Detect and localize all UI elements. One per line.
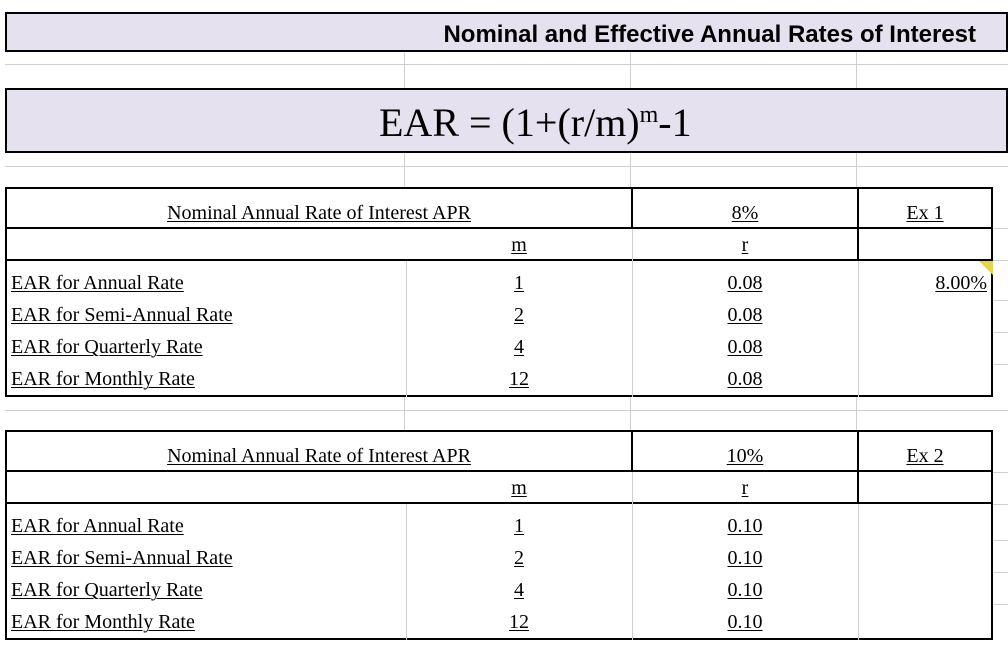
formula-tail: -1	[658, 100, 692, 145]
page-title: Nominal and Effective Annual Rates of Interest	[443, 21, 976, 48]
table-border	[857, 189, 859, 259]
ex1-col-r[interactable]: r	[741, 234, 749, 256]
ex1-row-r[interactable]: 0.08	[727, 368, 763, 390]
ex1-row-r[interactable]: 0.08	[727, 304, 763, 326]
ex2-row-r[interactable]: 0.10	[727, 547, 763, 569]
gridline	[5, 410, 1008, 411]
gridline	[630, 397, 631, 430]
ex2-col-m[interactable]: m	[511, 477, 527, 499]
ex1-ear-result[interactable]: 8.00%	[935, 272, 987, 294]
ex1-row-r[interactable]: 0.08	[727, 272, 763, 294]
ex1-row-m[interactable]: 1	[514, 272, 524, 294]
gridline	[993, 364, 1008, 365]
gridline	[404, 397, 405, 430]
ex1-row-m[interactable]: 12	[509, 368, 529, 390]
ex2-row-label[interactable]: EAR for Annual Rate	[11, 515, 184, 537]
gridline	[993, 472, 1008, 473]
gridline	[858, 504, 859, 640]
gridline	[630, 52, 631, 88]
ex1-row-m[interactable]: 2	[514, 304, 524, 326]
ex1-row-label[interactable]: EAR for Semi-Annual Rate	[11, 304, 233, 326]
ex1-col-m[interactable]: m	[511, 234, 527, 256]
gridline	[404, 52, 405, 88]
ex1-apr-label[interactable]: Nominal Annual Rate of Interest APR	[167, 202, 471, 224]
comment-marker-icon[interactable]	[979, 261, 993, 275]
gridline	[993, 332, 1008, 333]
ex2-example-label[interactable]: Ex 2	[906, 445, 944, 467]
ex2-row-r[interactable]: 0.10	[727, 611, 763, 633]
ex1-example-label[interactable]: Ex 1	[906, 202, 944, 224]
ex2-row-label[interactable]: EAR for Semi-Annual Rate	[11, 547, 233, 569]
gridline	[5, 166, 1008, 167]
table-border	[857, 432, 859, 502]
gridline	[856, 52, 857, 88]
table-border	[7, 502, 993, 504]
gridline	[993, 300, 1008, 301]
formula-main: EAR = (1+(r/m)	[379, 100, 640, 145]
ex2-row-m[interactable]: 1	[514, 515, 524, 537]
ex1-apr-value[interactable]: 8%	[731, 202, 759, 224]
gridline	[630, 153, 631, 187]
gridline	[993, 504, 1008, 505]
gridline	[993, 540, 1008, 541]
table-border	[7, 259, 993, 261]
ex2-row-label[interactable]: EAR for Quarterly Rate	[11, 579, 203, 601]
ex1-row-r[interactable]: 0.08	[727, 336, 763, 358]
ex2-apr-value[interactable]: 10%	[726, 445, 764, 467]
gridline	[858, 261, 859, 397]
formula-banner[interactable]	[5, 88, 1008, 153]
ex2-row-m[interactable]: 2	[514, 547, 524, 569]
gridline	[993, 604, 1008, 605]
title-banner[interactable]	[5, 12, 1008, 52]
ex2-row-label[interactable]: EAR for Monthly Rate	[11, 611, 195, 633]
ex2-apr-label[interactable]: Nominal Annual Rate of Interest APR	[167, 445, 471, 467]
ex2-table	[5, 430, 993, 640]
ex1-row-label[interactable]: EAR for Monthly Rate	[11, 368, 195, 390]
gridline	[993, 228, 1008, 229]
ex2-row-r[interactable]: 0.10	[727, 515, 763, 537]
ex1-table	[5, 187, 993, 397]
gridline	[993, 572, 1008, 573]
ex2-row-m[interactable]: 12	[509, 611, 529, 633]
ex1-row-label[interactable]: EAR for Quarterly Rate	[11, 336, 203, 358]
ex2-row-r[interactable]: 0.10	[727, 579, 763, 601]
table-border	[7, 227, 993, 229]
ex1-row-m[interactable]: 4	[514, 336, 524, 358]
gridline	[5, 64, 1008, 65]
gridline	[404, 153, 405, 187]
gridline	[856, 397, 857, 430]
ex2-col-r[interactable]: r	[741, 477, 749, 499]
gridline	[856, 153, 857, 187]
table-border	[7, 470, 993, 472]
formula-exponent: m	[639, 102, 659, 128]
ex1-row-label[interactable]: EAR for Annual Rate	[11, 272, 184, 294]
ear-formula	[379, 99, 692, 146]
gridline	[993, 260, 1008, 261]
ex2-row-m[interactable]: 4	[514, 579, 524, 601]
